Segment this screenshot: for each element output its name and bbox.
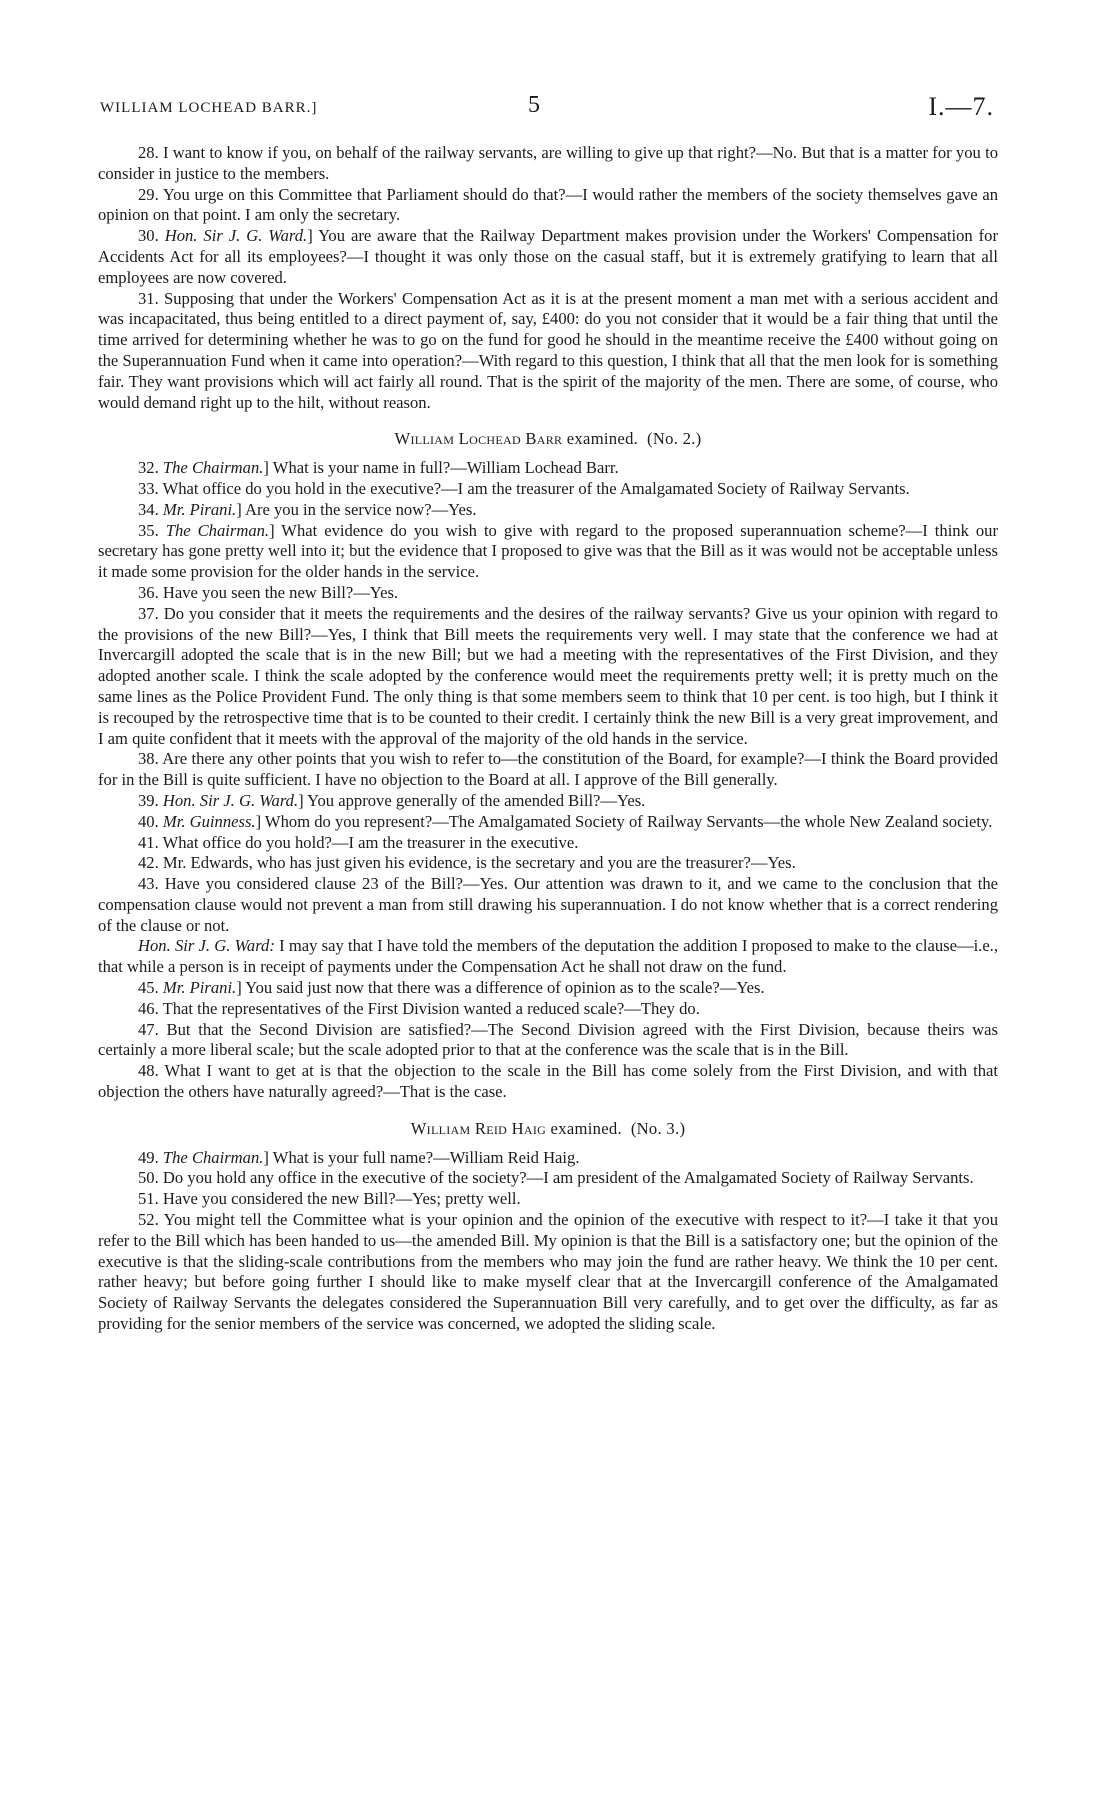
question-number: 40. bbox=[138, 811, 159, 831]
page-number: 5 bbox=[528, 92, 541, 118]
witness-heading-barr bbox=[98, 429, 998, 450]
question-number: 49. bbox=[138, 1147, 159, 1167]
paragraph-text: 31. Supposing that under the Workers' Compensation Act as it is at the present moment a man met with a serious accident and was incapacitated, thus being entitled to a direct payment of, say, £400: do you not consider that it would be a fair thing that until the time arrived for determining whether he was to go on the fund for good he should in the meantime receive the £400 without going on the Superannuation Fund when it came into operation?—With regard to this question, I think that all that the men look for is something fair. They want provisions which will act fairly all round. That is the spirit of the majority of the men. There are some, of course, who would demand right up to the hilt, without reason. bbox=[98, 288, 998, 412]
question-paragraph bbox=[98, 853, 998, 874]
question-number: 35. bbox=[138, 520, 159, 540]
paragraph-text: 50. Do you hold any office in the executive of the society?—I am president of the Amalgamated Society of Railway Servants. bbox=[138, 1168, 974, 1188]
paragraph-text: 41. What office do you hold?—I am the treasurer in the executive. bbox=[138, 832, 579, 852]
paragraph-text: 29. You urge on this Committee that Parliament should do that?—I would rather the members of the society themselves gave an opinion on that point. I am only the secretary. bbox=[98, 184, 998, 225]
question-paragraph bbox=[98, 874, 998, 936]
question-paragraph bbox=[98, 1148, 998, 1169]
paragraph-text: 52. You might tell the Committee what is your opinion and the opinion of the executive with respect to it?—I take it that you refer to the Bill which has been handed to us—the amended Bill. My opinion is that the Bill is a satisfactory one; but the opinion of the executive is that the sliding-scale contributions from the members who may join the fund are rather heavy. We think the 10 per cent. rather heavy; but before going further I should like to make myself clear that at the Invercargill conference of the Amalgamated Society of Railway Servants the delegates considered the Superannuation Bill very carefully, and to get over the difficulty, as far as providing for the senior members of the service was concerned, we adopted the sliding scale. bbox=[98, 1210, 998, 1334]
question-number: 30. bbox=[138, 226, 159, 246]
question-paragraph bbox=[98, 226, 998, 288]
speaker-name: The Chairman. bbox=[162, 1147, 264, 1167]
witness-name: William Reid Haig bbox=[410, 1118, 547, 1138]
section-barr-continued bbox=[98, 143, 998, 413]
question-paragraph bbox=[98, 999, 998, 1020]
question-paragraph bbox=[98, 583, 998, 604]
page-header bbox=[100, 92, 994, 126]
question-paragraph bbox=[98, 1189, 998, 1210]
speaker-name: The Chairman. bbox=[162, 458, 264, 478]
paragraph-text: 36. Have you seen the new Bill?—Yes. bbox=[138, 582, 399, 602]
witness-number: (No. 3.) bbox=[630, 1118, 686, 1138]
question-paragraph bbox=[98, 978, 998, 999]
speaker-name: The Chairman. bbox=[165, 520, 270, 540]
question-paragraph bbox=[98, 1020, 998, 1062]
witness-name: William Lochead Barr bbox=[394, 429, 563, 449]
paragraph-text: ] Whom do you represent?—The Amalgamated Society of Railway Servants—the whole New Zealand society. bbox=[255, 811, 993, 831]
paragraph-text: 33. What office do you hold in the executive?—I am the treasurer of the Amalgamated Society of Railway Servants. bbox=[138, 478, 910, 498]
paragraph-text: 51. Have you considered the new Bill?—Yes; pretty well. bbox=[138, 1189, 521, 1209]
section-haig-examination bbox=[98, 1148, 998, 1335]
speaker-name: Mr. Pirani. bbox=[162, 499, 237, 519]
question-paragraph bbox=[98, 833, 998, 854]
question-number: 39. bbox=[138, 790, 159, 810]
question-paragraph bbox=[98, 791, 998, 812]
question-paragraph bbox=[98, 289, 998, 414]
question-paragraph bbox=[98, 521, 998, 583]
question-paragraph bbox=[98, 604, 998, 750]
paragraph-text: I may say that I have told the members of the deputation the addition I proposed to make to the clause—i.e., that while a person is in receipt of payments under the Compensation Act he shall not draw on the fund. bbox=[98, 936, 998, 977]
paragraph-text: ] What is your full name?—William Reid Haig. bbox=[263, 1147, 580, 1167]
paragraph-text: ] Are you in the service now?—Yes. bbox=[236, 499, 477, 519]
witness-number: (No. 2.) bbox=[647, 429, 702, 449]
paragraph-text: 28. I want to know if you, on behalf of the railway servants, are willing to give up that right?—No. But that is a matter for you to consider in justice to the members. bbox=[98, 143, 998, 183]
speaker-name: Hon. Sir J. G. Ward. bbox=[164, 226, 308, 246]
document-body bbox=[98, 143, 998, 1335]
paragraph-text: 43. Have you considered clause 23 of the Bill?—Yes. Our attention was drawn to it, and we came to the conclusion that the compensation clause would not prevent a man from still drawing his superannuation. I do not know whether that is a correct rendering of the clause or not. bbox=[98, 874, 998, 935]
paragraph-text: 48. What I want to get at is that the objection to the scale in the Bill has come solely from the First Division, and with that objection the others have naturally agreed?—That is the case. bbox=[98, 1061, 998, 1102]
section-barr-examination bbox=[98, 458, 998, 1103]
paragraph-text: 47. But that the Second Division are satisfied?—The Second Division agreed with the First Division, because theirs was certainly a more liberal scale; but the scale adopted prior to that at the conference was the scale that is in the Bill. bbox=[98, 1019, 998, 1060]
paragraph-text: 42. Mr. Edwards, who has just given his evidence, is the secretary and you are the treasurer?—Yes. bbox=[138, 853, 796, 873]
question-number: 32. bbox=[138, 458, 159, 478]
running-head: WILLIAM LOCHEAD BARR.] bbox=[100, 100, 318, 116]
paragraph-text: ] What is your name in full?—William Lochead Barr. bbox=[263, 458, 619, 478]
question-paragraph bbox=[98, 936, 998, 978]
paragraph-text: ] You approve generally of the amended Bill?—Yes. bbox=[298, 790, 646, 810]
paragraph-text: 38. Are there any other points that you wish to refer to—the constitution of the Board, for example?—I think the Board provided for in the Bill is quite sufficient. I have no objection to the Board at all. I approve of the Bill generally. bbox=[98, 749, 998, 790]
examined-label: examined. bbox=[546, 1118, 622, 1138]
question-number: 34. bbox=[138, 499, 159, 519]
question-paragraph bbox=[98, 1168, 998, 1189]
question-paragraph bbox=[98, 749, 998, 791]
speaker-name: Hon. Sir J. G. Ward. bbox=[162, 790, 299, 810]
question-paragraph bbox=[98, 812, 998, 833]
question-paragraph bbox=[98, 1210, 998, 1335]
speaker-name: Mr. Pirani. bbox=[162, 978, 237, 998]
question-number: 45. bbox=[138, 978, 159, 998]
examined-label: examined. bbox=[562, 429, 639, 449]
speaker-name: Hon. Sir J. G. Ward: bbox=[138, 936, 275, 956]
question-paragraph bbox=[98, 479, 998, 500]
question-paragraph bbox=[98, 185, 998, 227]
paragraph-text: ] You are aware that the Railway Department makes provision under the Workers' Compensation for Accidents Act for all its employees?—I thought it was only those on the casual staff, but it is extremely gratifying to learn that all employees are now covered. bbox=[98, 226, 998, 287]
paragraph-text: ] You said just now that there was a difference of opinion as to the scale?—Yes. bbox=[236, 978, 765, 998]
paragraph-text: 46. That the representatives of the First Division wanted a reduced scale?—They do. bbox=[138, 998, 700, 1018]
document-reference: I.—7. bbox=[928, 92, 994, 121]
paragraph-text: ] What evidence do you wish to give with regard to the proposed superannuation scheme?—I think our secretary has gone pretty well into it; but the evidence that I proposed to give was that the Bill as it was would not be acceptable unless it made some provision for the older hands in the service. bbox=[98, 520, 998, 582]
question-paragraph bbox=[98, 143, 998, 185]
question-paragraph bbox=[98, 458, 998, 479]
speaker-name: Mr. Guinness. bbox=[162, 811, 256, 831]
paragraph-text: 37. Do you consider that it meets the requirements and the desires of the railway servants? Give us your opinion with regard to the provisions of the new Bill?—Yes, I think that Bill meets the requirements very well. I may state that the conference we had at Invercargill adopted the scale that is in the new Bill; but we had a meeting with the representatives of the First Division, and they adopted another scale. I think the scale adopted by the conference would meet the requirements pretty well; it is pretty much on the same lines as the Police Provident Fund. The only thing is that some members seem to think that 10 per cent. is too high, but I think it is recouped by the retrospective time that is to be counted to their credit. I certainly think the new Bill is a very great improvement, and I am quite confident that it meets with the approval of the majority of the old hands in the service. bbox=[98, 603, 998, 748]
question-paragraph bbox=[98, 1061, 998, 1103]
witness-heading-haig bbox=[98, 1119, 998, 1140]
question-paragraph bbox=[98, 500, 998, 521]
